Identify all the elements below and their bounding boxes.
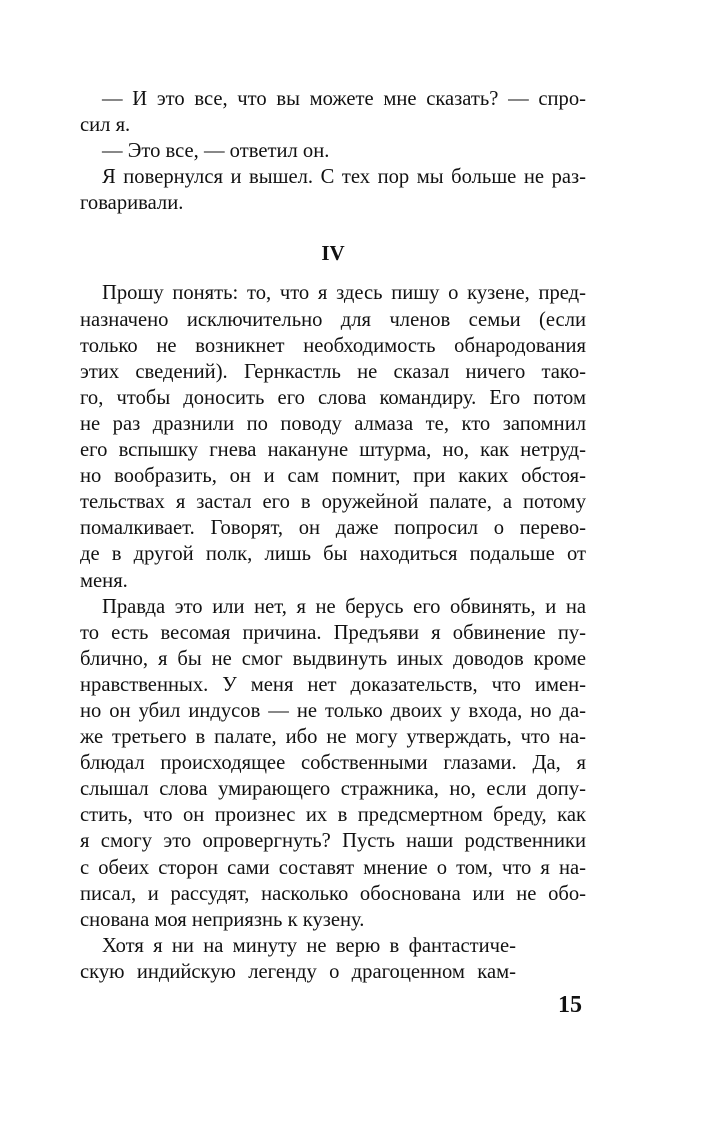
text-line: говаривали. [80, 192, 184, 215]
text-line: слышал слова умирающего стражника, но, если допу- [80, 778, 586, 801]
text-line: Хотя я ни на минуту не верю в фантастиче- [102, 934, 516, 957]
text-line: де в другой полк, лишь бы находиться подальше от [80, 543, 586, 566]
text-line: сил я. [80, 114, 131, 137]
text-line: Правда это или нет, я не берусь его обвинять, и на [102, 595, 586, 618]
book-page [80, 86, 586, 985]
text-line: этих сведений). Гернкастль не сказал ничего тако- [80, 360, 586, 383]
text-line: стить, что он произнес их в предсмертном бреду, как [80, 804, 586, 827]
text-line: с обеих сторон сами составят мнение о том, что я на- [80, 856, 586, 879]
text-line: блично, я бы не смог выдвинуть иных доводов кроме [80, 647, 586, 670]
text-line: — И это все, что вы можете мне сказать? — спро- [102, 88, 586, 110]
text-line: го, чтобы доносить его слова командиру. Его потом [80, 386, 586, 409]
text-line: Прошу понять: то, что я здесь пишу о кузене, пред- [102, 282, 586, 305]
text-line: тельствах я застал его в оружейной палате, а потому [80, 491, 586, 514]
page-number: 15 [558, 992, 582, 1018]
text-line: помалкивает. Говорят, он даже попросил о перево- [80, 517, 586, 540]
text-line: писал, и рассудят, насколько обоснована или не обо- [80, 882, 586, 905]
chapter-heading: IV [321, 241, 345, 266]
text-line: Я повернулся и вышел. С тех пор мы больше не раз- [102, 166, 586, 189]
text-line: же третьего в палате, ибо не могу утверждать, что на- [80, 726, 586, 749]
final-lines [80, 933, 516, 985]
text-line: не раз дразнили по поводу алмаза те, кто запомнил [80, 412, 586, 435]
text-line: блюдал происходящее собственными глазами. Да, я [80, 752, 586, 775]
text-line: я смогу это опровергнуть? Пусть наши родственники [80, 830, 586, 853]
text-line: меня. [80, 569, 128, 592]
text-line: то есть весомая причина. Предъяви я обвинение пу- [80, 621, 586, 644]
text-line: но вообразить, он и сам помнит, при каких обстоя- [80, 465, 586, 488]
text-line: нравственных. У меня нет доказательств, что имен- [80, 673, 586, 696]
text-line: его вспышку гнева накануне штурма, но, как нетруд- [80, 439, 586, 462]
text-line: снована моя неприязнь к кузену. [80, 908, 365, 931]
spacer [80, 216, 586, 236]
text-line: скую индийскую легенду о драгоценном кам- [80, 960, 516, 983]
text-line: — Это все, — ответил он. [102, 140, 330, 163]
text-line: но он убил индусов — не только двоих у входа, но да- [80, 699, 586, 722]
text-line: назначено исключительно для членов семьи (если [80, 308, 586, 331]
text-line: только не возникнет необходимость обнародования [80, 334, 586, 357]
